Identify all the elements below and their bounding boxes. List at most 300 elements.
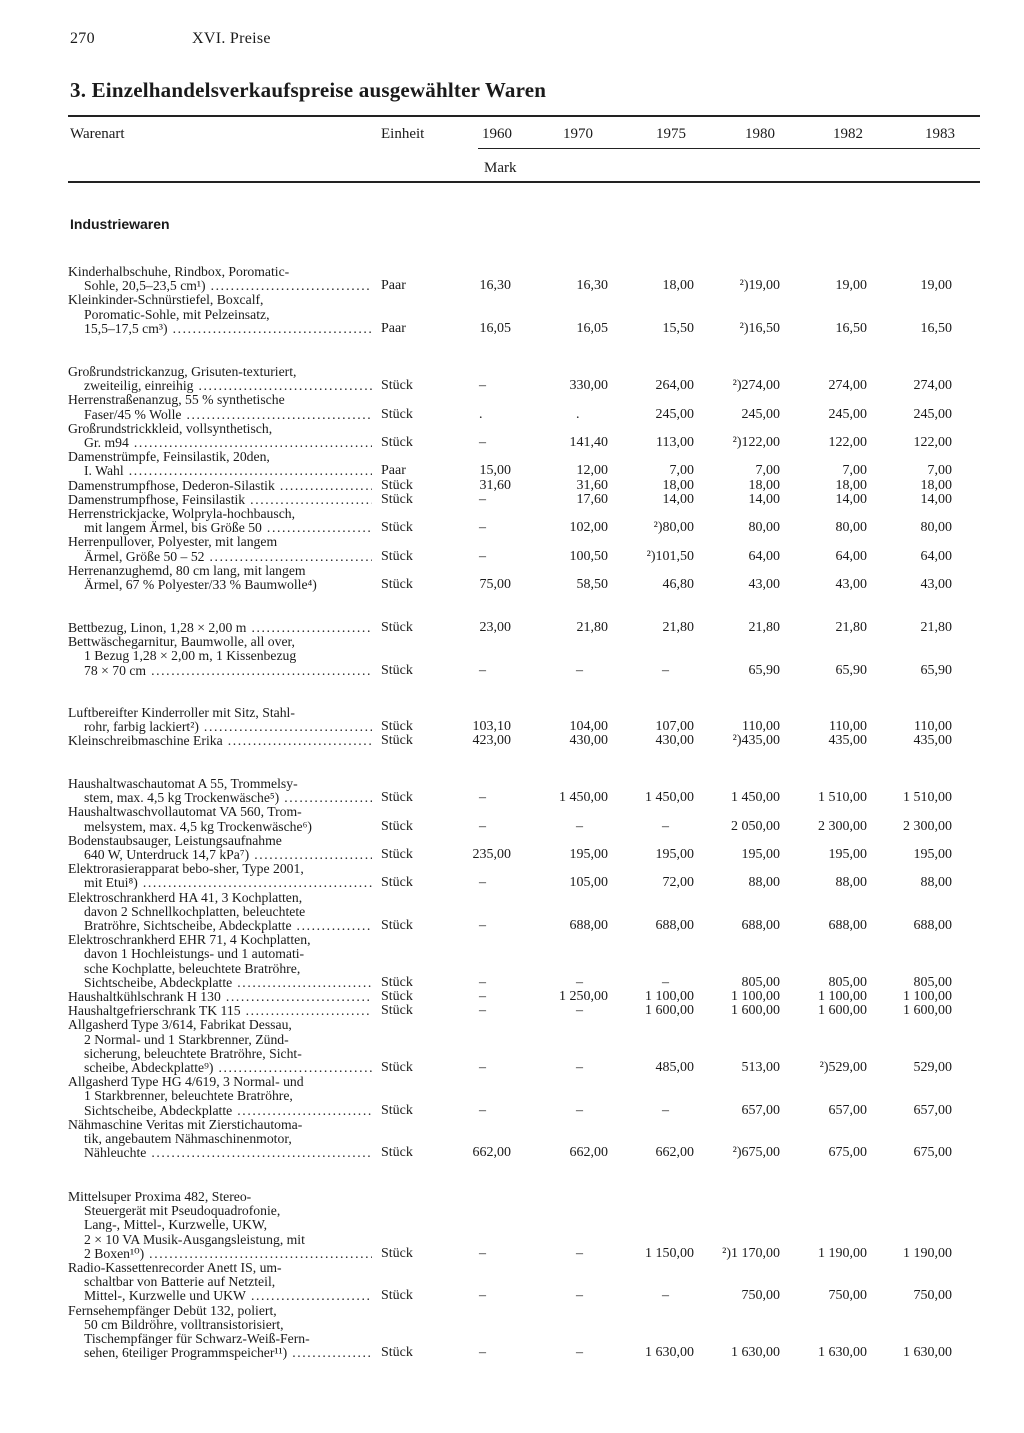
value-1983: 529,00 bbox=[913, 1060, 952, 1075]
value-1980: 88,00 bbox=[748, 875, 780, 891]
item-description-line: Radio-Kassettenrecorder Anett IS, um- bbox=[68, 1261, 282, 1275]
item-description-line: Damenstrümpfe, Feinsilastik, 20den, bbox=[68, 450, 270, 465]
value-1960: 662,00 bbox=[472, 1145, 511, 1161]
value-1960: – bbox=[479, 435, 486, 450]
value-1975: – bbox=[662, 974, 669, 990]
value-1980: 1 450,00 bbox=[731, 790, 780, 806]
item-description bbox=[68, 834, 372, 862]
value-1982: 14,00 bbox=[835, 491, 867, 507]
value-1980: 64,00 bbox=[748, 548, 780, 564]
value-1982: 16,50 bbox=[835, 320, 867, 336]
header-year-1983: 1983 bbox=[925, 126, 955, 142]
value-1982: 657,00 bbox=[828, 1102, 867, 1118]
value-1970: – bbox=[576, 1245, 583, 1261]
value-1983: 122,00 bbox=[913, 435, 952, 450]
value-1983: 1 100,00 bbox=[903, 989, 952, 1004]
item-description bbox=[68, 1004, 372, 1018]
item-unit: Stück bbox=[381, 577, 413, 592]
value-1970: 195,00 bbox=[569, 847, 608, 862]
item-description-line: Herrenstraßenanzug, 55 % synthetische bbox=[68, 393, 285, 408]
item-description bbox=[68, 507, 372, 535]
value-1970: 58,50 bbox=[576, 577, 608, 592]
value-1960: – bbox=[479, 875, 486, 891]
value-1982: ²)529,00 bbox=[819, 1060, 867, 1075]
value-1980: 1 100,00 bbox=[731, 989, 780, 1004]
item-description-line: sche Kochplatte, beleuchtete Bratröhre, bbox=[84, 961, 301, 976]
item-description-line: Elektroschrankherd EHR 71, 4 Kochplatten, bbox=[68, 933, 311, 948]
item-description-line: Damenstrumpfhose, Dederon-Silastik ..... bbox=[68, 479, 372, 493]
item-description-line: mit Etui⁸) ..... bbox=[68, 876, 372, 890]
item-description bbox=[68, 635, 372, 678]
value-1970: – bbox=[576, 1345, 583, 1361]
value-1983: 435,00 bbox=[913, 733, 952, 749]
value-1983: 43,00 bbox=[920, 577, 952, 592]
value-1982: 19,00 bbox=[835, 278, 867, 294]
value-1983: 1 630,00 bbox=[903, 1345, 952, 1361]
item-description-line: I. Wahl ..... bbox=[68, 464, 372, 478]
value-1970: – bbox=[576, 974, 583, 990]
item-description-line: Kleinkinder-Schnürstiefel, Boxcalf, bbox=[68, 293, 264, 308]
value-1960: – bbox=[479, 974, 486, 990]
value-1975: 195,00 bbox=[655, 847, 694, 862]
value-1975: 7,00 bbox=[669, 463, 694, 479]
value-1983: 675,00 bbox=[913, 1145, 952, 1161]
value-1960: – bbox=[479, 378, 486, 394]
item-unit: Stück bbox=[381, 435, 413, 450]
value-1980: 65,90 bbox=[748, 662, 780, 678]
item-description bbox=[68, 450, 372, 478]
value-1983: 19,00 bbox=[920, 278, 952, 294]
value-1960: – bbox=[479, 989, 486, 1004]
value-1983: 21,80 bbox=[920, 620, 952, 635]
item-description-line: Elektrorasierapparat bebo-sher, Type 2001, bbox=[68, 862, 304, 877]
value-1980: ²)274,00 bbox=[732, 378, 780, 394]
value-1970: – bbox=[576, 1003, 583, 1019]
item-unit: Stück bbox=[381, 989, 413, 1004]
value-1975: 18,00 bbox=[662, 477, 694, 493]
item-description-line: Herrenpullover, Polyester, mit langem bbox=[68, 535, 278, 550]
value-1980: 750,00 bbox=[741, 1288, 780, 1304]
value-1975: – bbox=[662, 818, 669, 834]
value-1960: – bbox=[479, 662, 486, 678]
value-1960: – bbox=[479, 918, 486, 933]
item-description-line: 1 Bezug 1,28 × 2,00 m, 1 Kissenbezug bbox=[84, 649, 297, 664]
item-description-line: Tischempfänger für Schwarz-Weiß-Fern- bbox=[84, 1332, 310, 1346]
value-1960: – bbox=[479, 1060, 486, 1075]
item-description-line: Haushaltgefrierschrank TK 115 ..... bbox=[68, 1004, 372, 1018]
value-1960: – bbox=[479, 818, 486, 834]
item-description bbox=[68, 862, 372, 890]
item-unit: Stück bbox=[381, 733, 413, 749]
item-description-line: Sichtscheibe, Abdeckplatte ..... bbox=[68, 1104, 372, 1118]
value-1970: 430,00 bbox=[569, 733, 608, 749]
value-1982: 245,00 bbox=[828, 406, 867, 422]
item-description-line: Elektroschrankherd HA 41, 3 Kochplatten, bbox=[68, 890, 303, 905]
value-1975: 21,80 bbox=[662, 620, 694, 635]
value-1960: 235,00 bbox=[472, 847, 511, 862]
chapter-title: XVI. Preise bbox=[192, 30, 271, 47]
value-1960: – bbox=[479, 1288, 486, 1304]
item-description bbox=[68, 493, 372, 507]
value-1960: – bbox=[479, 1245, 486, 1261]
value-1970: 21,80 bbox=[576, 620, 608, 635]
value-1960: – bbox=[479, 520, 486, 536]
item-description bbox=[68, 1075, 372, 1118]
item-description-line: melsystem, max. 4,5 kg Trockenwäsche⁶) bbox=[84, 819, 312, 834]
item-description bbox=[68, 621, 372, 635]
item-description bbox=[68, 479, 372, 493]
value-1980: 805,00 bbox=[741, 974, 780, 990]
item-description-line: Herrenanzughemd, 80 cm lang, mit langem bbox=[68, 563, 306, 578]
item-unit: Stück bbox=[381, 1102, 413, 1118]
value-1975: 430,00 bbox=[655, 733, 694, 749]
value-1970: 100,50 bbox=[569, 548, 608, 564]
item-description-line: Luftbereifter Kinderroller mit Sitz, Stahl- bbox=[68, 706, 295, 720]
value-1970: 31,60 bbox=[576, 477, 608, 493]
item-unit: Stück bbox=[381, 520, 413, 536]
item-unit: Stück bbox=[381, 974, 413, 990]
value-1980: 688,00 bbox=[741, 918, 780, 933]
item-description-line: schaltbar von Batterie auf Netzteil, bbox=[84, 1275, 276, 1290]
value-1982: 122,00 bbox=[828, 435, 867, 450]
item-unit: Stück bbox=[381, 875, 413, 891]
value-1982: 750,00 bbox=[828, 1288, 867, 1304]
item-description-line: 640 W, Unterdruck 14,7 kPa⁷) ..... bbox=[68, 848, 372, 862]
value-1975: ²)101,50 bbox=[646, 548, 694, 564]
item-description-line: Mittel-, Kurzwelle und UKW ..... bbox=[68, 1289, 372, 1303]
value-1975: 18,00 bbox=[662, 278, 694, 294]
value-1975: 1 450,00 bbox=[645, 790, 694, 806]
value-1960: 16,30 bbox=[479, 278, 511, 294]
item-description-line: davon 1 Hochleistungs- und 1 automati- bbox=[84, 947, 305, 962]
item-unit: Stück bbox=[381, 406, 413, 422]
item-description-line: 15,5–17,5 cm³) ..... bbox=[68, 322, 372, 336]
item-unit: Paar bbox=[381, 320, 406, 336]
value-1960: – bbox=[479, 491, 486, 507]
value-1975: ²)80,00 bbox=[653, 520, 694, 536]
value-1982: 675,00 bbox=[828, 1145, 867, 1161]
value-1980: 1 630,00 bbox=[731, 1345, 780, 1361]
value-1980: ²)122,00 bbox=[732, 435, 780, 450]
item-description-line: Sohle, 20,5–23,5 cm¹) ..... bbox=[68, 279, 372, 293]
item-description-line: Kinderhalbschuhe, Rindbox, Poromatic- bbox=[68, 265, 290, 279]
value-1982: 274,00 bbox=[828, 378, 867, 394]
value-1982: 1 190,00 bbox=[818, 1245, 867, 1261]
value-1980: ²)19,00 bbox=[739, 278, 780, 294]
value-1970: – bbox=[576, 662, 583, 678]
value-1982: 43,00 bbox=[835, 577, 867, 592]
item-description-line: Bodenstaubsauger, Leistungsaufnahme bbox=[68, 833, 282, 848]
value-1970: – bbox=[576, 818, 583, 834]
value-1970: 16,30 bbox=[576, 278, 608, 294]
item-description-line: Großrundstrickkleid, vollsynthetisch, bbox=[68, 421, 273, 436]
value-1970: 102,00 bbox=[569, 520, 608, 536]
value-1982: 80,00 bbox=[835, 520, 867, 536]
value-1970: 330,00 bbox=[569, 378, 608, 394]
value-1960: 23,00 bbox=[479, 620, 511, 635]
value-1975: 264,00 bbox=[655, 378, 694, 394]
item-unit: Stück bbox=[381, 918, 413, 933]
item-description-line: 2 × 10 VA Musik-Ausgangsleistung, mit bbox=[84, 1232, 305, 1247]
item-unit: Stück bbox=[381, 818, 413, 834]
value-1980: 14,00 bbox=[748, 491, 780, 507]
item-unit: Stück bbox=[381, 378, 413, 394]
table-title: 3. Einzelhandelsverkaufspreise ausgewählter Waren bbox=[70, 78, 547, 102]
value-1960: – bbox=[479, 548, 486, 564]
header-year-1982: 1982 bbox=[833, 126, 863, 142]
value-1960: 31,60 bbox=[479, 477, 511, 493]
item-description-line: 50 cm Bildröhre, volltransistorisiert, bbox=[84, 1317, 284, 1332]
value-1975: 1 630,00 bbox=[645, 1345, 694, 1361]
value-1960: – bbox=[479, 1345, 486, 1361]
item-unit: Stück bbox=[381, 719, 413, 735]
value-1975: 72,00 bbox=[662, 875, 694, 891]
value-1983: 750,00 bbox=[913, 1288, 952, 1304]
item-unit: Stück bbox=[381, 1003, 413, 1019]
value-1960: 103,10 bbox=[472, 719, 511, 735]
value-1980: 195,00 bbox=[741, 847, 780, 862]
item-unit: Stück bbox=[381, 1245, 413, 1261]
value-1982: 7,00 bbox=[842, 463, 867, 479]
value-1980: 513,00 bbox=[741, 1060, 780, 1075]
item-description bbox=[68, 393, 372, 421]
value-1970: – bbox=[576, 1060, 583, 1075]
value-1975: 113,00 bbox=[656, 435, 694, 450]
item-unit: Stück bbox=[381, 548, 413, 564]
item-description-line: Herrenstrickjacke, Wolpryla-hochbausch, bbox=[68, 507, 296, 521]
value-1980: ²)675,00 bbox=[732, 1145, 780, 1161]
item-description-line: 78 × 70 cm ..... bbox=[68, 664, 372, 678]
value-1970: 17,60 bbox=[576, 491, 608, 507]
item-unit: Stück bbox=[381, 1288, 413, 1304]
value-1960: . bbox=[479, 406, 483, 422]
value-1982: 1 630,00 bbox=[818, 1345, 867, 1361]
value-1982: 88,00 bbox=[835, 875, 867, 891]
item-description-line: Großrundstrickanzug, Grisuten-texturiert, bbox=[68, 365, 297, 379]
value-1983: 18,00 bbox=[920, 477, 952, 493]
value-1970: 104,00 bbox=[569, 719, 608, 735]
value-1982: 1 100,00 bbox=[818, 989, 867, 1004]
item-description-line: Sichtscheibe, Abdeckplatte ..... bbox=[68, 976, 372, 990]
item-unit: Stück bbox=[381, 477, 413, 493]
value-1982: 688,00 bbox=[828, 918, 867, 933]
item-description-line: tik, angebautem Nähmaschinenmotor, bbox=[84, 1132, 292, 1146]
value-1982: 2 300,00 bbox=[818, 818, 867, 834]
value-1980: 1 600,00 bbox=[731, 1003, 780, 1019]
item-description-line: Allgasherd Type 3/614, Fabrikat Dessau, bbox=[68, 1018, 292, 1033]
item-description-line: Poromatic-Sohle, mit Pelzeinsatz, bbox=[84, 307, 270, 322]
value-1983: 805,00 bbox=[913, 974, 952, 990]
item-description bbox=[68, 293, 372, 336]
value-1975: 662,00 bbox=[655, 1145, 694, 1161]
value-1983: 88,00 bbox=[920, 875, 952, 891]
value-1970: 1 450,00 bbox=[559, 790, 608, 806]
item-description-line: Haushaltwaschautomat A 55, Trommelsy- bbox=[68, 777, 298, 791]
value-1983: 1 190,00 bbox=[903, 1245, 952, 1261]
value-1960: – bbox=[479, 1102, 486, 1118]
value-1983: 245,00 bbox=[913, 406, 952, 422]
value-1982: 1 600,00 bbox=[818, 1003, 867, 1019]
value-1975: 15,50 bbox=[662, 320, 694, 336]
value-1980: ²)1 170,00 bbox=[722, 1245, 780, 1261]
header-item: Warenart bbox=[70, 126, 125, 142]
item-description-line: Ärmel, Größe 50 – 52 ..... bbox=[68, 550, 372, 564]
value-1975: 46,80 bbox=[662, 577, 694, 592]
value-1982: 21,80 bbox=[835, 620, 867, 635]
item-unit: Stück bbox=[381, 790, 413, 806]
value-1980: ²)16,50 bbox=[739, 320, 780, 336]
item-description bbox=[68, 1304, 372, 1361]
item-description bbox=[68, 265, 372, 293]
item-description-line: Nähleuchte ..... bbox=[68, 1146, 372, 1160]
value-1975: 245,00 bbox=[655, 406, 694, 422]
value-1980: 657,00 bbox=[741, 1102, 780, 1118]
value-1980: ²)435,00 bbox=[732, 733, 780, 749]
value-1970: 688,00 bbox=[569, 918, 608, 933]
value-1983: 64,00 bbox=[920, 548, 952, 564]
item-description-line: Damenstrumpfhose, Feinsilastik ..... bbox=[68, 493, 372, 507]
item-unit: Stück bbox=[381, 847, 413, 862]
item-description-line: Steuergerät mit Pseudoquadrofonie, bbox=[84, 1204, 281, 1219]
value-1982: 64,00 bbox=[835, 548, 867, 564]
item-unit: Paar bbox=[381, 463, 406, 479]
value-1983: 657,00 bbox=[913, 1102, 952, 1118]
value-1970: 141,40 bbox=[569, 435, 608, 450]
item-description bbox=[68, 1190, 372, 1261]
item-description-line: Allgasherd Type HG 4/619, 3 Normal- und bbox=[68, 1075, 304, 1090]
item-description-line: Bratröhre, Sichtscheibe, Abdeckplatte ..... bbox=[68, 919, 372, 933]
item-description bbox=[68, 933, 372, 990]
item-description bbox=[68, 805, 372, 833]
item-unit: Stück bbox=[381, 491, 413, 507]
value-1970: . bbox=[576, 406, 580, 422]
item-description-line: scheibe, Abdeckplatte⁹) ..... bbox=[68, 1061, 372, 1075]
value-1975: – bbox=[662, 1288, 669, 1304]
value-1970: 16,05 bbox=[576, 320, 608, 336]
value-1970: 105,00 bbox=[569, 875, 608, 891]
value-1975: 688,00 bbox=[655, 918, 694, 933]
value-1975: 14,00 bbox=[662, 491, 694, 507]
value-1983: 2 300,00 bbox=[903, 818, 952, 834]
value-1980: 80,00 bbox=[748, 520, 780, 536]
value-1970: – bbox=[576, 1288, 583, 1304]
item-unit: Stück bbox=[381, 1060, 413, 1075]
value-1982: 18,00 bbox=[835, 477, 867, 493]
currency-label: Mark bbox=[484, 160, 517, 176]
item-description-line: zweiteilig, einreihig ..... bbox=[68, 379, 372, 393]
value-1983: 110,00 bbox=[914, 719, 952, 735]
value-1960: – bbox=[479, 1003, 486, 1019]
value-1980: 21,80 bbox=[748, 620, 780, 635]
value-1970: 12,00 bbox=[576, 463, 608, 479]
item-description-line: sicherung, beleuchtete Bratröhre, Sicht- bbox=[84, 1046, 302, 1061]
item-description bbox=[68, 891, 372, 934]
item-description-line: Ärmel, 67 % Polyester/33 % Baumwolle⁴) bbox=[84, 578, 317, 592]
item-description bbox=[68, 706, 372, 734]
item-description-line: rohr, farbig lackiert²) ..... bbox=[68, 720, 372, 734]
value-1980: 245,00 bbox=[741, 406, 780, 422]
item-description-line: davon 2 Schnellkochplatten, beleuchtete bbox=[84, 904, 306, 919]
value-1983: 195,00 bbox=[913, 847, 952, 862]
item-unit: Stück bbox=[381, 662, 413, 678]
item-unit: Paar bbox=[381, 278, 406, 294]
value-1980: 43,00 bbox=[748, 577, 780, 592]
value-1975: – bbox=[662, 662, 669, 678]
item-description bbox=[68, 734, 372, 748]
value-1983: 7,00 bbox=[927, 463, 952, 479]
item-description-line: Kleinschreibmaschine Erika ..... bbox=[68, 734, 372, 748]
value-1982: 195,00 bbox=[828, 847, 867, 862]
value-1982: 1 510,00 bbox=[818, 790, 867, 806]
value-1983: 80,00 bbox=[920, 520, 952, 536]
value-1980: 18,00 bbox=[748, 477, 780, 493]
value-1982: 65,90 bbox=[835, 662, 867, 678]
value-1983: 274,00 bbox=[913, 378, 952, 394]
item-description-line: Bettwäschegarnitur, Baumwolle, all over, bbox=[68, 635, 295, 650]
value-1960: 16,05 bbox=[479, 320, 511, 336]
item-description bbox=[68, 777, 372, 805]
value-1982: 110,00 bbox=[829, 719, 867, 735]
page-number: 270 bbox=[70, 30, 95, 47]
item-description-line: mit langem Ärmel, bis Größe 50 ..... bbox=[68, 521, 372, 535]
header-year-1975: 1975 bbox=[656, 126, 686, 142]
value-1975: 1 600,00 bbox=[645, 1003, 694, 1019]
value-1975: 485,00 bbox=[655, 1060, 694, 1075]
section-heading: Industriewaren bbox=[70, 216, 170, 232]
item-description-line: Bettbezug, Linon, 1,28 × 2,00 m ..... bbox=[68, 621, 372, 635]
item-description-line: Nähmaschine Veritas mit Zierstichautoma- bbox=[68, 1117, 303, 1132]
item-description bbox=[68, 1261, 372, 1304]
value-1975: 1 150,00 bbox=[645, 1245, 694, 1261]
value-1970: 662,00 bbox=[569, 1145, 608, 1161]
value-1983: 65,90 bbox=[920, 662, 952, 678]
item-description-line: Mittelsuper Proxima 482, Stereo- bbox=[68, 1190, 252, 1204]
value-1983: 14,00 bbox=[920, 491, 952, 507]
header-year-1980: 1980 bbox=[745, 126, 775, 142]
value-1983: 1 600,00 bbox=[903, 1003, 952, 1019]
value-1980: 2 050,00 bbox=[731, 818, 780, 834]
value-1982: 435,00 bbox=[828, 733, 867, 749]
value-1983: 688,00 bbox=[913, 918, 952, 933]
item-unit: Stück bbox=[381, 1145, 413, 1161]
header-unit: Einheit bbox=[381, 126, 425, 142]
item-description bbox=[68, 564, 372, 592]
item-unit: Stück bbox=[381, 620, 413, 635]
item-description-line: Lang-, Mittel-, Kurzwelle, UKW, bbox=[84, 1218, 268, 1233]
value-1975: – bbox=[662, 1102, 669, 1118]
value-1960: – bbox=[479, 790, 486, 806]
header-year-1970: 1970 bbox=[563, 126, 593, 142]
item-unit: Stück bbox=[381, 1345, 413, 1361]
value-1980: 7,00 bbox=[755, 463, 780, 479]
item-description-line: 1 Starkbrenner, beleuchtete Bratröhre, bbox=[84, 1089, 293, 1104]
item-description bbox=[68, 535, 372, 563]
item-description-line: sehen, 6teiliger Programmspeicher¹¹) ..... bbox=[68, 1346, 372, 1360]
value-1960: 15,00 bbox=[479, 463, 511, 479]
item-description-line: Haushaltkühlschrank H 130 ..... bbox=[68, 990, 372, 1004]
item-description-line: Gr. m94 ..... bbox=[68, 436, 372, 450]
item-description bbox=[68, 990, 372, 1004]
value-1975: 1 100,00 bbox=[645, 989, 694, 1004]
item-description-line: Faser/45 % Wolle ..... bbox=[68, 408, 372, 422]
value-1975: 107,00 bbox=[655, 719, 694, 735]
header-year-1960: 1960 bbox=[482, 126, 512, 142]
item-description bbox=[68, 1018, 372, 1075]
item-description bbox=[68, 422, 372, 450]
value-1980: 110,00 bbox=[742, 719, 780, 735]
value-1970: 1 250,00 bbox=[559, 989, 608, 1004]
value-1970: – bbox=[576, 1102, 583, 1118]
